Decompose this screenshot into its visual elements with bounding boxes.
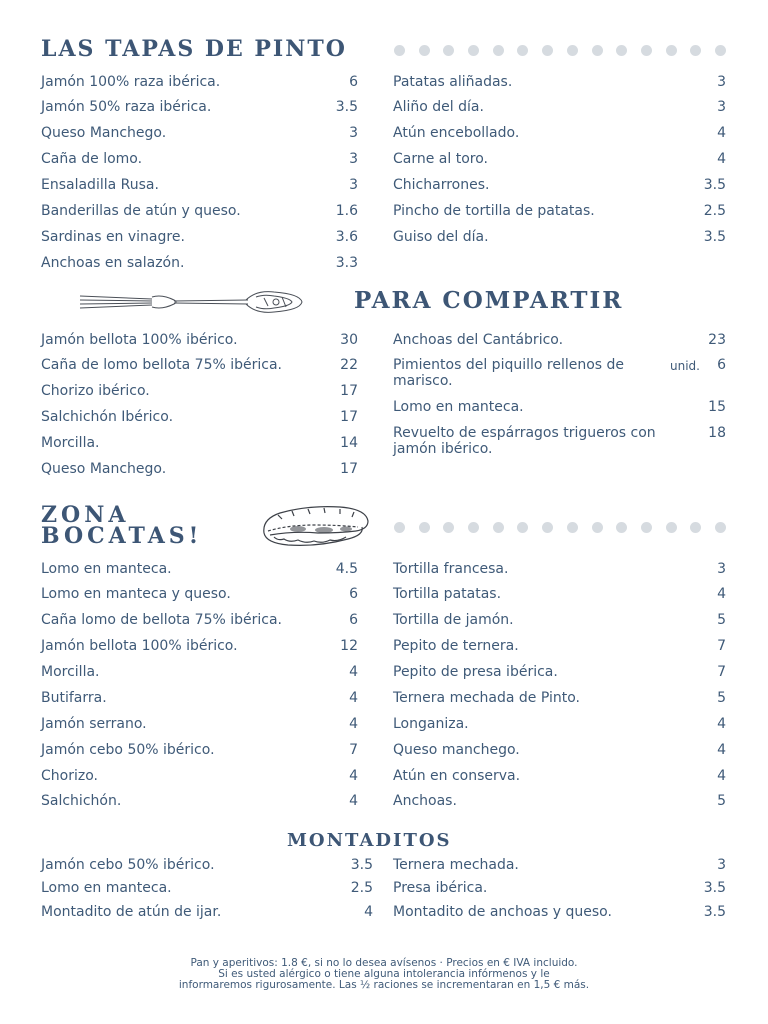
item-price: 7 (349, 742, 358, 758)
item-price: 5 (717, 612, 726, 628)
bocatas-dot-divider (394, 522, 726, 533)
item-price: 4 (349, 768, 358, 784)
item-price: 7 (717, 664, 726, 680)
item-name: Tortilla de jamón. (393, 612, 514, 628)
item-price: 5 (717, 793, 726, 809)
item-name: Queso Manchego. (41, 125, 167, 141)
item-name: Ensaladilla Rusa. (41, 177, 159, 193)
item-price: 6 (717, 357, 726, 373)
item-name: Jamón 100% raza ibérica. (41, 74, 221, 90)
item-name: Banderillas de atún y queso. (41, 203, 241, 219)
item-name: Caña de lomo. (41, 151, 143, 167)
item-name: Jamón bellota 100% ibérico. (41, 332, 238, 348)
item-name: Morcilla. (41, 435, 100, 451)
item-price: 1.6 (335, 203, 358, 219)
item-name: Ternera mechada. (393, 857, 519, 873)
tapas-dot-divider (394, 45, 726, 56)
item-price: 30 (340, 332, 358, 348)
bocatas-title-line2: BOCATAS! (41, 523, 203, 549)
compartir-title: PARA COMPARTIR (354, 287, 624, 314)
item-price: 4 (717, 586, 726, 602)
item-name: Carne al toro. (393, 151, 488, 167)
item-name: Tortilla francesa. (393, 561, 509, 577)
item-name: Longaniza. (393, 716, 469, 732)
item-unit: unid. (670, 359, 700, 373)
item-name: Jamón cebo 50% ibérico. (41, 742, 215, 758)
item-name: Lomo en manteca. (41, 880, 172, 896)
item-price: 3.5 (703, 904, 726, 920)
item-name: Presa ibérica. (393, 880, 488, 896)
item-price: 15 (708, 399, 726, 415)
item-price: 3 (349, 151, 358, 167)
item-price: 18 (708, 425, 726, 441)
item-price: 3.5 (703, 880, 726, 896)
item-price: 3.5 (703, 229, 726, 245)
item-price: 4 (349, 690, 358, 706)
item-price: 3.5 (703, 177, 726, 193)
item-price: 7 (717, 638, 726, 654)
item-price: 3 (349, 125, 358, 141)
item-price: 17 (340, 409, 358, 425)
item-price: 6 (349, 612, 358, 628)
sandwich-icon (258, 503, 372, 549)
item-price: 22 (340, 357, 358, 373)
item-price: 3 (349, 177, 358, 193)
item-price: 3.5 (335, 99, 358, 115)
item-price: 3 (717, 74, 726, 90)
item-price: 4 (349, 716, 358, 732)
item-price: 3 (717, 99, 726, 115)
item-price: 4 (717, 716, 726, 732)
item-price: 5 (717, 690, 726, 706)
item-price: 2.5 (703, 203, 726, 219)
footer-notes (0, 958, 768, 991)
bocatas-title (41, 502, 203, 549)
item-name: Caña de lomo bellota 75% ibérica. (41, 357, 283, 373)
item-name: Revuelto de espárragos trigueros con jamón ibérico. (393, 425, 656, 457)
item-price: 4 (717, 768, 726, 784)
item-price: 17 (340, 461, 358, 477)
item-name: Tortilla patatas. (393, 586, 502, 602)
item-name: Pimientos del piquillo rellenos de marisco. (393, 357, 625, 389)
item-name: Montadito de atún de ijar. (41, 904, 222, 920)
item-price: 3 (717, 857, 726, 873)
item-name: Salchichón Ibérico. (41, 409, 174, 425)
item-name: Anchoas del Cantábrico. (393, 332, 564, 348)
item-name: Queso manchego. (393, 742, 520, 758)
item-name: Lomo en manteca. (41, 561, 172, 577)
item-name: Chorizo. (41, 768, 98, 784)
item-name: Butifarra. (41, 690, 107, 706)
item-name: Jamón cebo 50% ibérico. (41, 857, 215, 873)
item-name: Pepito de ternera. (393, 638, 519, 654)
item-price: 6 (349, 586, 358, 602)
item-name: Anchoas. (393, 793, 457, 809)
fork-icon (78, 288, 306, 316)
montaditos-title: MONTADITOS (287, 830, 452, 851)
tapas-title: LAS TAPAS DE PINTO (41, 36, 347, 62)
item-name: Jamón 50% raza ibérica. (41, 99, 212, 115)
item-price: 4 (349, 664, 358, 680)
item-name: Queso Manchego. (41, 461, 167, 477)
menu-item (393, 357, 726, 391)
footer-line: informaremos rigurosamente. Las ½ raciones se incrementaran en 1,5 € más. (178, 979, 590, 991)
item-price: 23 (708, 332, 726, 348)
item-name: Salchichón. (41, 793, 122, 809)
item-price: 4 (364, 904, 373, 920)
item-name: Ternera mechada de Pinto. (393, 690, 580, 706)
item-price: 3.3 (335, 255, 358, 271)
item-price: 14 (340, 435, 358, 451)
menu-item (393, 425, 726, 459)
item-price: 6 (349, 74, 358, 90)
item-price: 17 (340, 383, 358, 399)
item-name: Montadito de anchoas y queso. (393, 904, 612, 920)
item-name: Atún encebollado. (393, 125, 520, 141)
footer-line: Pan y aperitivos: 1.8 €, si no lo desea avísenos · Precios en € IVA incluido. (190, 957, 578, 969)
item-name: Aliño del día. (393, 99, 484, 115)
item-name: Chorizo ibérico. (41, 383, 150, 399)
item-name: Lomo en manteca. (393, 399, 524, 415)
item-name: Morcilla. (41, 664, 100, 680)
item-name: Jamón bellota 100% ibérico. (41, 638, 238, 654)
footer-line: Si es usted alérgico o tiene alguna intolerancia infórmenos y le (218, 968, 550, 980)
item-name: Anchoas en salazón. (41, 255, 185, 271)
item-price: 3.5 (350, 857, 373, 873)
item-price: 3.6 (335, 229, 358, 245)
item-price: 4 (717, 125, 726, 141)
item-name: Guiso del día. (393, 229, 489, 245)
item-name: Atún en conserva. (393, 768, 521, 784)
item-price: 4.5 (335, 561, 358, 577)
item-name: Sardinas en vinagre. (41, 229, 185, 245)
item-name: Jamón serrano. (41, 716, 147, 732)
item-name: Caña lomo de bellota 75% ibérica. (41, 612, 283, 628)
item-name: Lomo en manteca y queso. (41, 586, 231, 602)
item-name: Pepito de presa ibérica. (393, 664, 558, 680)
item-price: 4 (349, 793, 358, 809)
item-price: 3 (717, 561, 726, 577)
bocatas-title-line1: ZONA (41, 502, 130, 528)
item-price: 12 (340, 638, 358, 654)
item-price: 4 (717, 742, 726, 758)
item-name: Chicharrones. (393, 177, 490, 193)
item-name: Pincho de tortilla de patatas. (393, 203, 595, 219)
item-name: Patatas aliñadas. (393, 74, 513, 90)
item-price: 2.5 (350, 880, 373, 896)
item-price: 4 (717, 151, 726, 167)
